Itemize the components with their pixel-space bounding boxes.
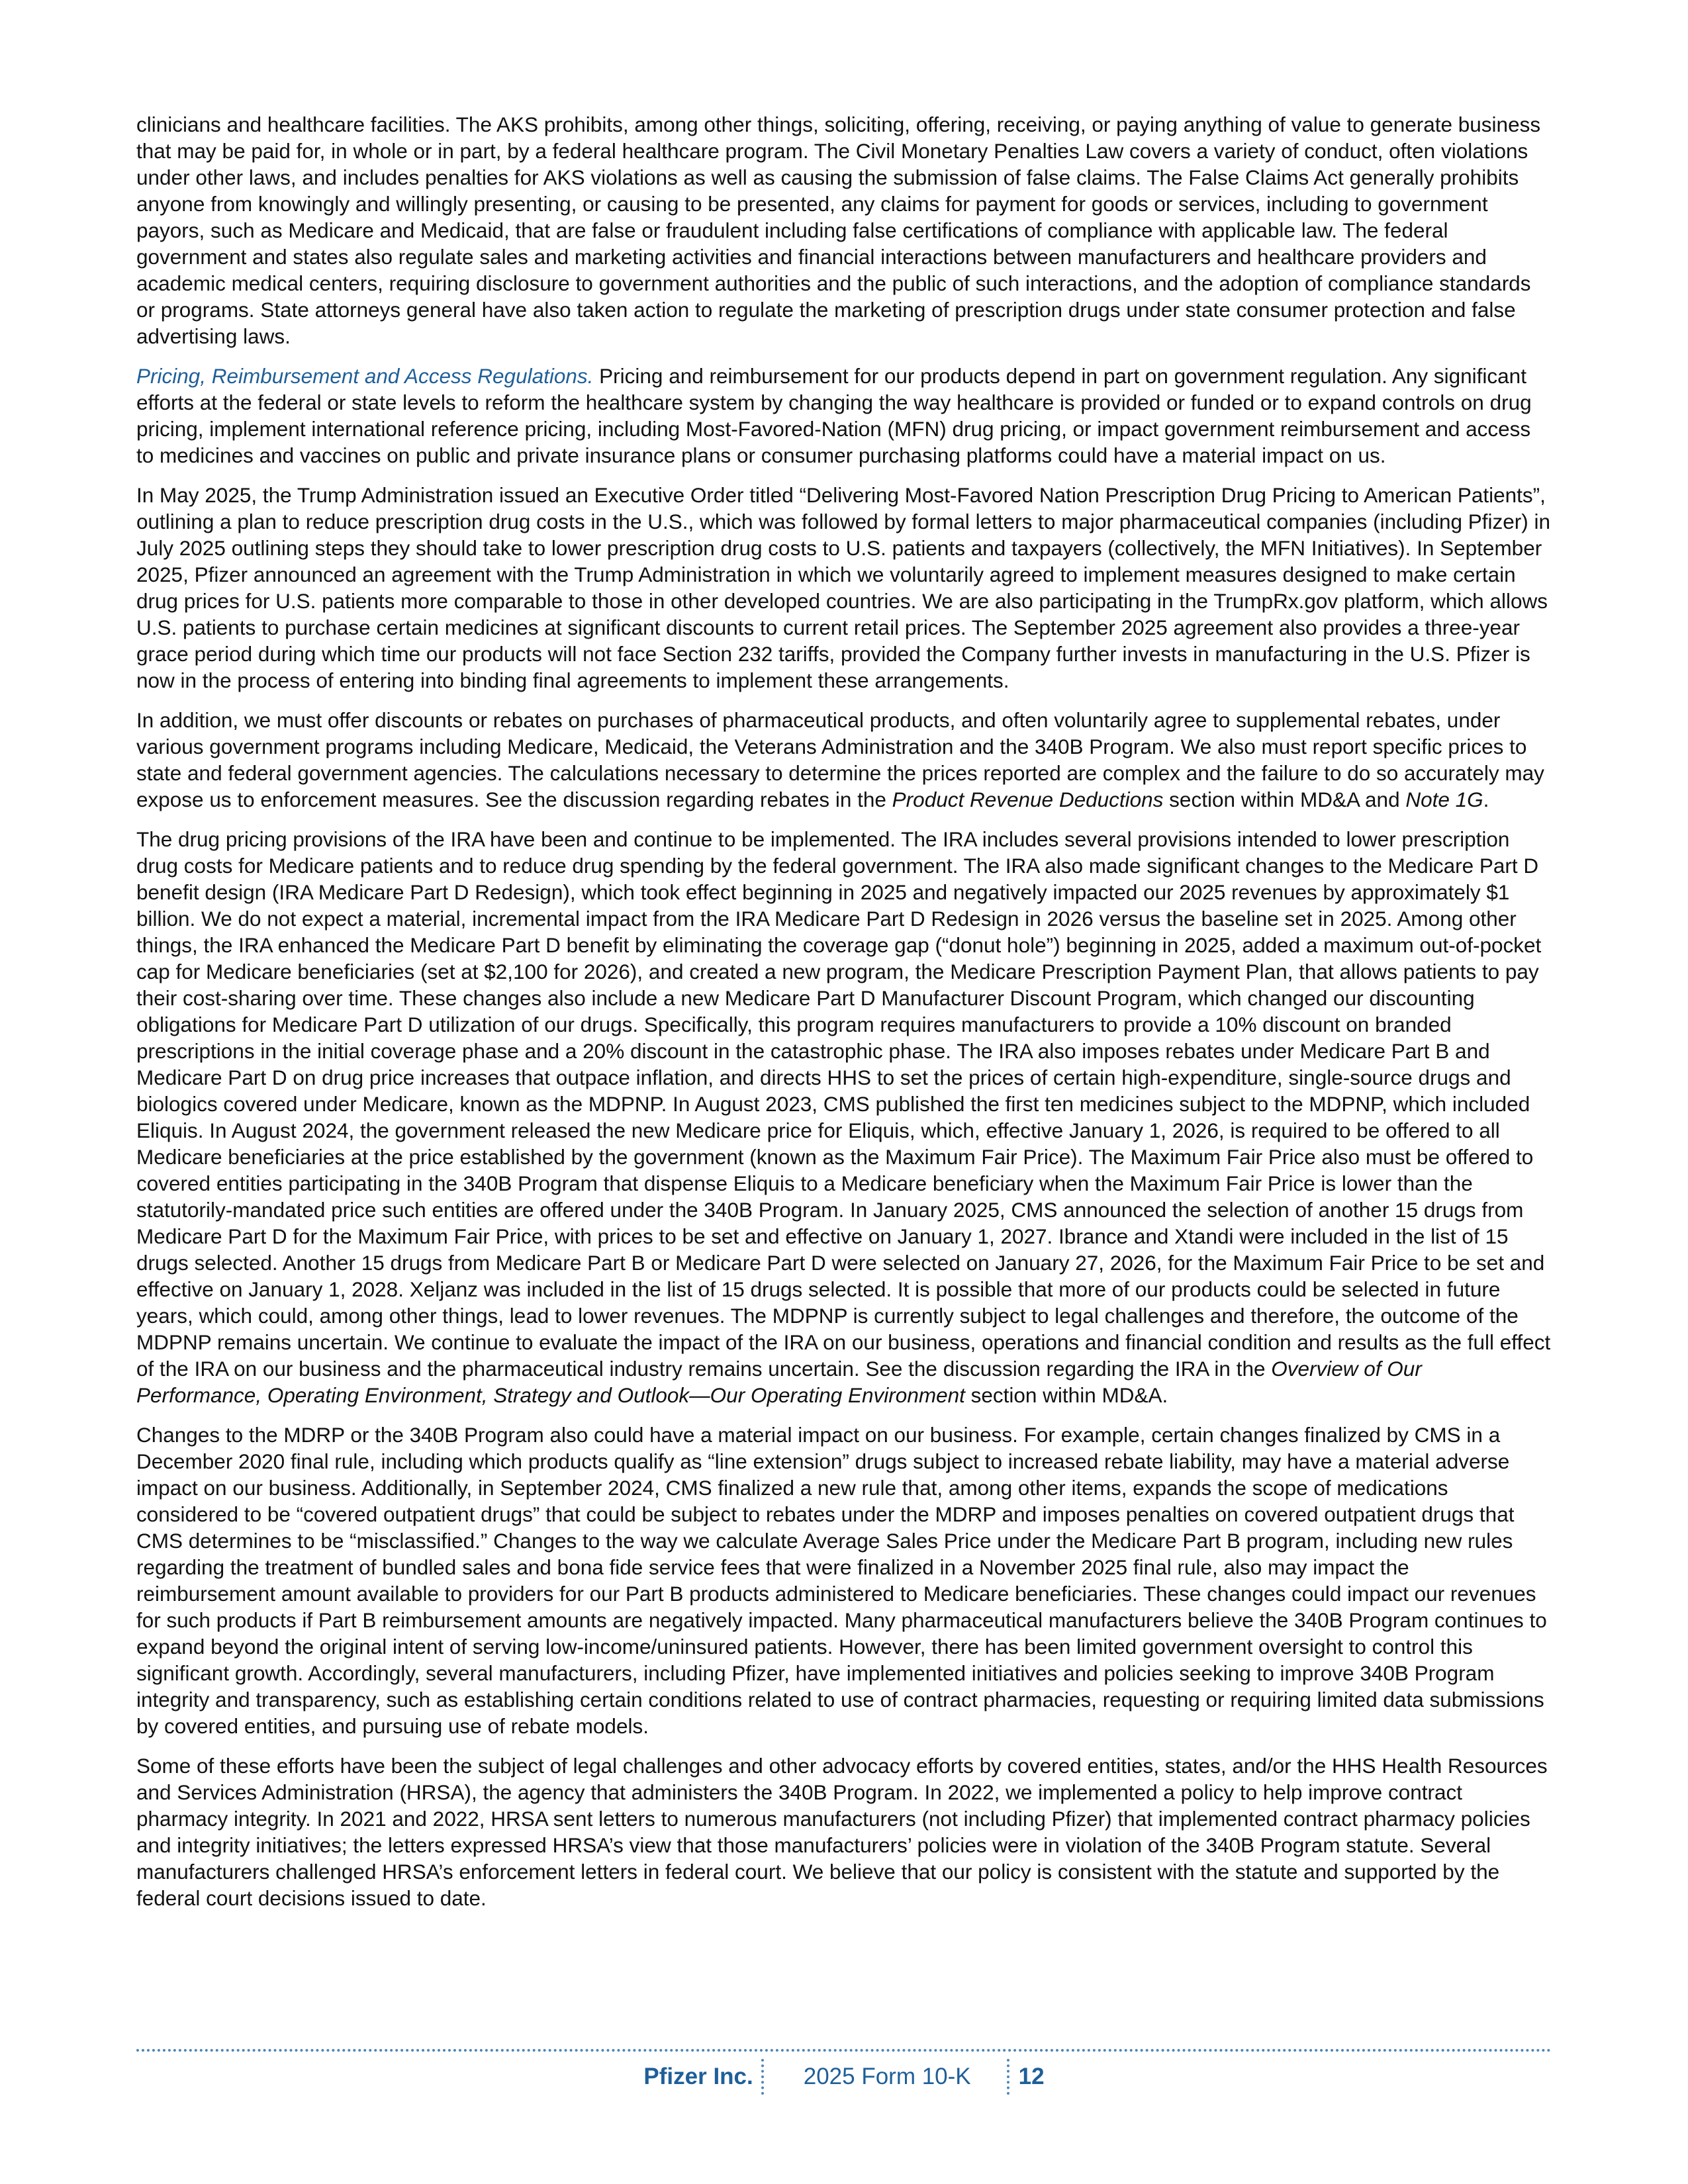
- paragraph-text: In addition, we must offer discounts or rebates on purchases of pharmaceutical products, and often voluntarily agree to supplemental rebates, under various government programs including Medicare, Medicaid, the Veterans Administration and the 340B Program. We also must report specific prices to state and federal government agencies. The calculations necessary to determine the prices reported are complex and the failure to do so accurately may expose us to enforcement measures. See the discussion regarding rebates in the: [136, 708, 1544, 811]
- cross-reference-note-1g: Note 1G: [1405, 788, 1483, 811]
- footer-divider: [136, 2049, 1552, 2052]
- paragraph-mfn: [136, 482, 1552, 694]
- paragraph-text: section within MD&A and: [1163, 788, 1406, 811]
- section-heading-pricing: Pricing, Reimbursement and Access Regulations.: [136, 364, 594, 388]
- cross-reference-operating-environment: Overview of Our Performance, Operating Environment, Strategy and Outlook—Our Operating Environment: [136, 1357, 1422, 1407]
- paragraph-ira: [136, 826, 1552, 1408]
- paragraph-mdrp-340b: [136, 1422, 1552, 1739]
- footer-page-number: 12: [1018, 2064, 1045, 2089]
- paragraph-text: Pricing and reimbursement for our products depend in part on government regulation. Any significant efforts at the federal or state levels to reform the healthcare system by changing the way healthcare is provided or funded or to expand controls on drug pricing, implement international reference pricing, including Most-Favored-Nation (MFN) drug pricing, or impact government reimbursement and access to medicines and vaccines on public and private insurance plans or consumer purchasing platforms could have a material impact on us.: [136, 364, 1532, 467]
- paragraph-text: Changes to the MDRP or the 340B Program also could have a material impact on our business. For example, certain changes finalized by CMS in a December 2020 final rule, including which products qualify as “line extension” drugs subject to increased rebate liability, may have a material adverse impact on our business. Additionally, in September 2024, CMS finalized a new rule that, among other items, expands the scope of medications considered to be “covered outpatient drugs” that could be subject to rebates under the MDRP and imposes penalties on covered outpatient drugs that CMS determines to be “misclassified.” Changes to the way we calculate Average Sales Price under the Medicare Part B program, including new rules regarding the treatment of bundled sales and bona fide service fees that were finalized in a November 2025 final rule, also may impact the reimbursement amount available to providers for our Part B products administered to Medicare beneficiaries. These changes could impact our revenues for such products if Part B reimbursement amounts are negatively impacted. Many pharmaceutical manufacturers believe the 340B Program continues to expand beyond the original intent of serving low-income/uninsured patients. However, there has been limited government oversight to control this significant growth. Accordingly, several manufacturers, including Pfizer, have implemented initiatives and policies seeking to improve 340B Program integrity and transparency, such as establishing certain conditions related to use of contract pharmacies, requesting or requiring limited data submissions by covered entities, and pursuing use of rebate models.: [136, 1423, 1547, 1738]
- paragraph-pricing-regulations: [136, 363, 1552, 469]
- paragraph-hrsa: [136, 1752, 1552, 1911]
- footer-form-title: 2025 Form 10-K: [803, 2064, 971, 2089]
- paragraph-rebates: [136, 707, 1552, 813]
- paragraph-text: The drug pricing provisions of the IRA have been and continue to be implemented. The IRA includes several provisions intended to lower prescription drug costs for Medicare patients and to reduce drug spending by the federal government. The IRA also made significant changes to the Medicare Part D benefit design (IRA Medicare Part D Redesign), which took effect beginning in 2025 and negatively impacted our 2025 revenues by approximately $1 billion. We do not expect a material, incremental impact from the IRA Medicare Part D Redesign in 2026 versus the baseline set in 2025. Among other things, the IRA enhanced the Medicare Part D benefit by eliminating the coverage gap (“donut hole”) beginning in 2025, added a maximum out-of-pocket cap for Medicare beneficiaries (set at $2,100 for 2026), and created a new program, the Medicare Prescription Payment Plan, that allows patients to pay their cost-sharing over time. These changes also include a new Medicare Part D Manufacturer Discount Program, which changed our discounting obligations for Medicare Part D utilization of our drugs. Specifically, this program requires manufacturers to provide a 10% discount on branded prescriptions in the initial coverage phase and a 20% discount in the catastrophic phase. The IRA also imposes rebates under Medicare Part B and Medicare Part D on drug price increases that outpace inflation, and directs HHS to set the prices of certain high-expenditure, single-source drugs and biologics covered under Medicare, known as the MDPNP. In August 2023, CMS published the first ten medicines subject to the MDPNP, which included Eliquis. In August 2024, the government released the new Medicare price for Eliquis, which, effective January 1, 2026, is required to be offered to all Medicare beneficiaries at the price established by the government (known as the Maximum Fair Price). The Maximum Fair Price also must be offered to covered entities participating in the 340B Program that dispense Eliquis to a Medicare beneficiary when the Maximum Fair Price is lower than the statutorily-mandated price such entities are offered under the 340B Program. In January 2025, CMS announced the selection of another 15 drugs from Medicare Part D for the Maximum Fair Price, with prices to be set and effective on January 1, 2027. Ibrance and Xtandi were included in the list of 15 drugs selected. Another 15 drugs from Medicare Part B or Medicare Part D were selected on January 27, 2026, for the Maximum Fair Price to be set and effective on January 1, 2028. Xeljanz was included in the list of 15 drugs selected. It is possible that more of our products could be selected in future years, which could, among other things, lead to lower revenues. The MDPNP is currently subject to legal challenges and therefore, the outcome of the MDPNP remains uncertain. We continue to evaluate the impact of the IRA on our business, operations and financial condition and results as the full effect of the IRA on our business and the pharmaceutical industry remains uncertain. See the discussion regarding the IRA in the: [136, 827, 1551, 1381]
- paragraph-compliance: [136, 111, 1552, 349]
- paragraph-text: .: [1483, 788, 1489, 811]
- paragraph-text: clinicians and healthcare facilities. The AKS prohibits, among other things, soliciting, offering, receiving, or paying anything of value to generate business that may be paid for, in whole or in part, by a federal healthcare program. The Civil Monetary Penalties Law covers a variety of conduct, often violations under other laws, and includes penalties for AKS violations as well as causing the submission of false claims. The False Claims Act generally prohibits anyone from knowingly and willingly presenting, or causing to be presented, any claims for payment for goods or services, including to government payors, such as Medicare and Medicaid, that are false or fraudulent including false certifications of compliance with applicable law. The federal government and states also regulate sales and marketing activities and financial interactions between manufacturers and healthcare providers and academic medical centers, requiring disclosure to government authorities and the public of such interactions, and the adoption of compliance standards or programs. State attorneys general have also taken action to regulate the marketing of prescription drugs under state consumer protection and false advertising laws.: [136, 113, 1541, 348]
- page-footer: [0, 2056, 1688, 2098]
- footer-company-name: Pfizer Inc.: [643, 2064, 753, 2089]
- cross-reference-product-revenue-deductions: Product Revenue Deductions: [892, 788, 1164, 811]
- paragraph-text: In May 2025, the Trump Administration issued an Executive Order titled “Delivering Most-Favored Nation Prescription Drug Pricing to American Patients”, outlining a plan to reduce prescription drug costs in the U.S., which was followed by formal letters to major pharmaceutical companies (including Pfizer) in July 2025 outlining steps they should take to lower prescription drug costs to U.S. patients and taxpayers (collectively, the MFN Initiatives). In September 2025, Pfizer announced an agreement with the Trump Administration in which we voluntarily agreed to implement measures designed to make certain drug prices for U.S. patients more comparable to those in other developed countries. We are also participating in the TrumpRx.gov platform, which allows U.S. patients to purchase certain medicines at significant discounts to current retail prices. The September 2025 agreement also provides a three-year grace period during which time our products will not face Section 232 tariffs, provided the Company further invests in manufacturing in the U.S. Pfizer is now in the process of entering into binding final agreements to implement these arrangements.: [136, 483, 1551, 692]
- paragraph-text: section within MD&A.: [964, 1383, 1168, 1407]
- document-body: [136, 111, 1552, 1925]
- paragraph-text: Some of these efforts have been the subject of legal challenges and other advocacy efforts by covered entities, states, and/or the HHS Health Resources and Services Administration (HRSA), the agency that administers the 340B Program. In 2022, we implemented a policy to help improve contract pharmacy integrity. In 2021 and 2022, HRSA sent letters to numerous manufacturers (not including Pfizer) that implemented contract pharmacy policies and integrity initiatives; the letters expressed HRSA’s view that those manufacturers’ policies were in violation of the 340B Program statute. Several manufacturers challenged HRSA’s enforcement letters in federal court. We believe that our policy is consistent with the statute and supported by the federal court decisions issued to date.: [136, 1754, 1548, 1910]
